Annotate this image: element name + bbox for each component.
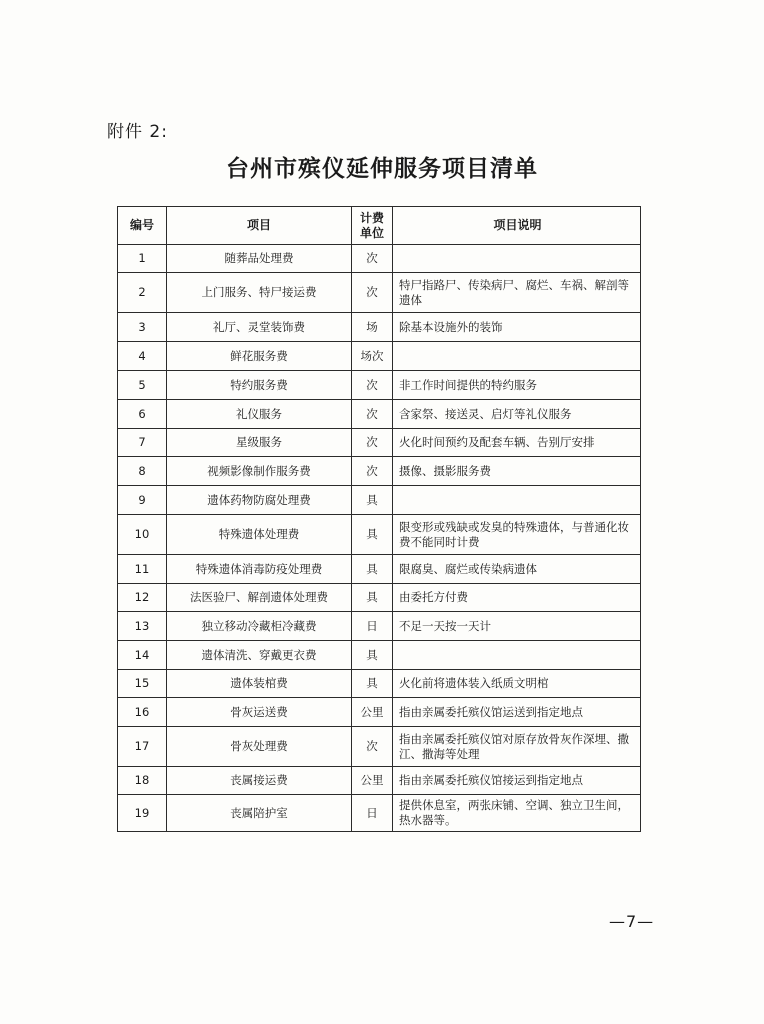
row-unit: 次 xyxy=(352,457,393,486)
row-item: 遗体装棺费 xyxy=(167,670,352,698)
row-desc: 非工作时间提供的特约服务 xyxy=(393,371,641,400)
row-no: 4 xyxy=(118,342,167,371)
row-item: 上门服务、特尸接运费 xyxy=(167,273,352,313)
table-row xyxy=(118,584,641,612)
row-no: 14 xyxy=(118,641,167,670)
header-unit: 计费单位 xyxy=(352,207,393,245)
row-unit: 次 xyxy=(352,400,393,429)
row-desc: 限变形或残缺或发臭的特殊遗体，与普通化妆费不能同时计费 xyxy=(393,515,641,555)
row-desc: 指由亲属委托殡仪馆对原存放骨灰作深埋、撒江、撒海等处理 xyxy=(393,727,641,767)
table-row xyxy=(118,313,641,342)
page-number: —7— xyxy=(609,912,655,931)
row-no: 16 xyxy=(118,698,167,727)
row-desc: 含家祭、接送灵、启灯等礼仪服务 xyxy=(393,400,641,429)
row-no: 19 xyxy=(118,795,167,832)
table-row xyxy=(118,457,641,486)
table-row xyxy=(118,767,641,795)
row-desc: 特尸指路尸、传染病尸、腐烂、车祸、解剖等遗体 xyxy=(393,273,641,313)
row-desc: 摄像、摄影服务费 xyxy=(393,457,641,486)
row-item: 丧属陪护室 xyxy=(167,795,352,832)
row-desc: 火化时间预约及配套车辆、告别厅安排 xyxy=(393,429,641,457)
row-no: 9 xyxy=(118,486,167,515)
row-item: 特约服务费 xyxy=(167,371,352,400)
row-no: 10 xyxy=(118,515,167,555)
row-item: 特殊遗体消毒防疫处理费 xyxy=(167,555,352,584)
table-header-row xyxy=(118,207,641,245)
row-unit: 日 xyxy=(352,612,393,641)
row-no: 17 xyxy=(118,727,167,767)
row-item: 星级服务 xyxy=(167,429,352,457)
row-unit: 具 xyxy=(352,515,393,555)
header-desc: 项目说明 xyxy=(393,207,641,245)
table-row xyxy=(118,612,641,641)
table-row xyxy=(118,515,641,555)
table-row xyxy=(118,342,641,371)
row-unit: 场 xyxy=(352,313,393,342)
row-desc: 不足一天按一天计 xyxy=(393,612,641,641)
row-no: 8 xyxy=(118,457,167,486)
table-row xyxy=(118,245,641,273)
row-item: 视频影像制作服务费 xyxy=(167,457,352,486)
row-item: 丧属接运费 xyxy=(167,767,352,795)
table-row xyxy=(118,698,641,727)
row-unit: 次 xyxy=(352,727,393,767)
row-desc: 限腐臭、腐烂或传染病遗体 xyxy=(393,555,641,584)
row-no: 5 xyxy=(118,371,167,400)
row-desc xyxy=(393,342,641,371)
header-item: 项目 xyxy=(167,207,352,245)
row-unit: 具 xyxy=(352,641,393,670)
row-no: 1 xyxy=(118,245,167,273)
row-desc: 指由亲属委托殡仪馆运送到指定地点 xyxy=(393,698,641,727)
row-item: 礼厅、灵堂装饰费 xyxy=(167,313,352,342)
row-desc xyxy=(393,245,641,273)
row-unit: 具 xyxy=(352,486,393,515)
table-row xyxy=(118,555,641,584)
row-item: 特殊遗体处理费 xyxy=(167,515,352,555)
row-unit: 次 xyxy=(352,429,393,457)
row-unit: 公里 xyxy=(352,767,393,795)
row-desc: 由委托方付费 xyxy=(393,584,641,612)
row-no: 18 xyxy=(118,767,167,795)
row-no: 15 xyxy=(118,670,167,698)
table-row xyxy=(118,400,641,429)
attachment-label: 附件 2: xyxy=(107,122,168,142)
service-items-table xyxy=(117,206,641,832)
row-item: 随葬品处理费 xyxy=(167,245,352,273)
table-row xyxy=(118,273,641,313)
row-unit: 次 xyxy=(352,371,393,400)
row-no: 12 xyxy=(118,584,167,612)
row-unit: 具 xyxy=(352,584,393,612)
row-unit: 公里 xyxy=(352,698,393,727)
row-unit: 具 xyxy=(352,555,393,584)
row-desc xyxy=(393,641,641,670)
row-unit: 具 xyxy=(352,670,393,698)
row-desc: 指由亲属委托殡仪馆接运到指定地点 xyxy=(393,767,641,795)
row-no: 11 xyxy=(118,555,167,584)
table-row xyxy=(118,727,641,767)
row-unit: 次 xyxy=(352,245,393,273)
table-row xyxy=(118,641,641,670)
row-unit: 次 xyxy=(352,273,393,313)
table-row xyxy=(118,795,641,832)
row-no: 7 xyxy=(118,429,167,457)
row-desc: 提供休息室，两张床铺、空调、独立卫生间，热水器等。 xyxy=(393,795,641,832)
row-no: 6 xyxy=(118,400,167,429)
row-item: 遗体药物防腐处理费 xyxy=(167,486,352,515)
row-unit: 场次 xyxy=(352,342,393,371)
row-item: 法医验尸、解剖遗体处理费 xyxy=(167,584,352,612)
row-desc: 除基本设施外的装饰 xyxy=(393,313,641,342)
row-unit: 日 xyxy=(352,795,393,832)
row-item: 鲜花服务费 xyxy=(167,342,352,371)
row-no: 2 xyxy=(118,273,167,313)
row-item: 骨灰处理费 xyxy=(167,727,352,767)
row-item: 独立移动冷藏柜冷藏费 xyxy=(167,612,352,641)
row-desc xyxy=(393,486,641,515)
row-no: 13 xyxy=(118,612,167,641)
row-item: 礼仪服务 xyxy=(167,400,352,429)
table-row xyxy=(118,486,641,515)
header-no: 编号 xyxy=(118,207,167,245)
table-row xyxy=(118,670,641,698)
document-title: 台州市殡仪延伸服务项目清单 xyxy=(226,155,538,182)
table-row xyxy=(118,429,641,457)
row-item: 骨灰运送费 xyxy=(167,698,352,727)
row-item: 遗体清洗、穿戴更衣费 xyxy=(167,641,352,670)
row-no: 3 xyxy=(118,313,167,342)
table-row xyxy=(118,371,641,400)
row-desc: 火化前将遗体装入纸质文明棺 xyxy=(393,670,641,698)
